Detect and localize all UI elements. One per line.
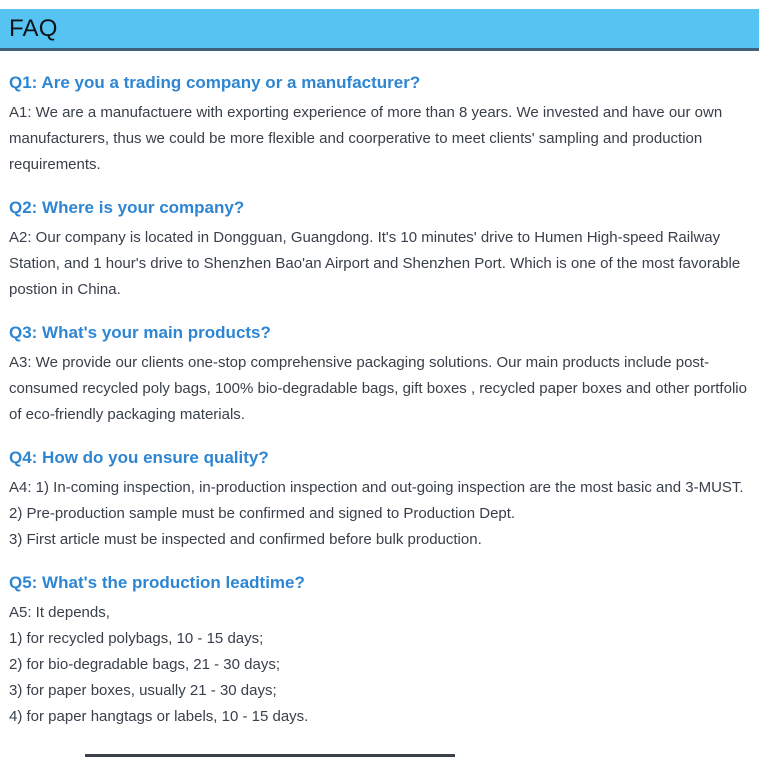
faq-answer-paragraph: 1) for recycled polybags, 10 - 15 days; bbox=[9, 630, 264, 647]
faq-question-heading: Q4: How do you ensure quality? bbox=[9, 448, 269, 467]
faq-item bbox=[9, 323, 755, 428]
faq-question-heading: Q5: What's the production leadtime? bbox=[9, 573, 305, 592]
faq-answer-paragraph: 2) Pre-production sample must be confirmed and signed to Production Dept. bbox=[9, 505, 516, 522]
faq-list bbox=[0, 51, 765, 730]
faq-question-heading: Q3: What's your main products? bbox=[9, 323, 271, 342]
faq-answer-paragraph: 3) First article must be inspected and confirmed before bulk production. bbox=[9, 531, 482, 548]
faq-question-heading: Q1: Are you a trading company or a manufacturer? bbox=[9, 73, 421, 92]
faq-question-heading: Q2: Where is your company? bbox=[9, 198, 245, 217]
faq-item bbox=[9, 448, 755, 553]
faq-answer-paragraph: A1: We are a manufactuere with exporting experience of more than 8 years. We invested and have our own manufacturers, thus we could be more flexible and coorperative to meet clients' sampling and production requirements. bbox=[9, 104, 723, 173]
faq-answer bbox=[9, 600, 755, 730]
faq-answer-paragraph: 4) for paper hangtags or labels, 10 - 15 days. bbox=[9, 708, 309, 725]
faq-answer-paragraph: 3) for paper boxes, usually 21 - 30 days; bbox=[9, 682, 277, 699]
faq-section-header-bar bbox=[0, 9, 759, 51]
faq-answer-paragraph: A4: 1) In-coming inspection, in-production inspection and out-going inspection are the most basic and 3-MUST. bbox=[9, 479, 744, 496]
faq-answer-paragraph: A2: Our company is located in Dongguan, Guangdong. It's 10 minutes' drive to Humen High-speed Railway Station, and 1 hour's drive to Shenzhen Bao'an Airport and Shenzhen Port. Which is one of the most favorable postion in China. bbox=[9, 229, 741, 298]
faq-item bbox=[9, 73, 755, 178]
faq-answer bbox=[9, 100, 755, 178]
faq-answer-paragraph: A3: We provide our clients one-stop comprehensive packaging solutions. Our main products include post-consumed recycled poly bags, 100% bio-degradable bags, gift boxes , recycled paper boxes and other portfolio of eco-friendly packaging materials. bbox=[9, 354, 747, 423]
faq-answer-paragraph: 2) for bio-degradable bags, 21 - 30 days; bbox=[9, 656, 281, 673]
faq-item bbox=[9, 573, 755, 730]
faq-answer bbox=[9, 225, 755, 303]
faq-item bbox=[9, 198, 755, 303]
faq-answer-paragraph: A5: It depends, bbox=[9, 604, 110, 621]
page-title: FAQ bbox=[9, 14, 58, 42]
faq-answer bbox=[9, 350, 755, 428]
faq-answer bbox=[9, 475, 755, 553]
